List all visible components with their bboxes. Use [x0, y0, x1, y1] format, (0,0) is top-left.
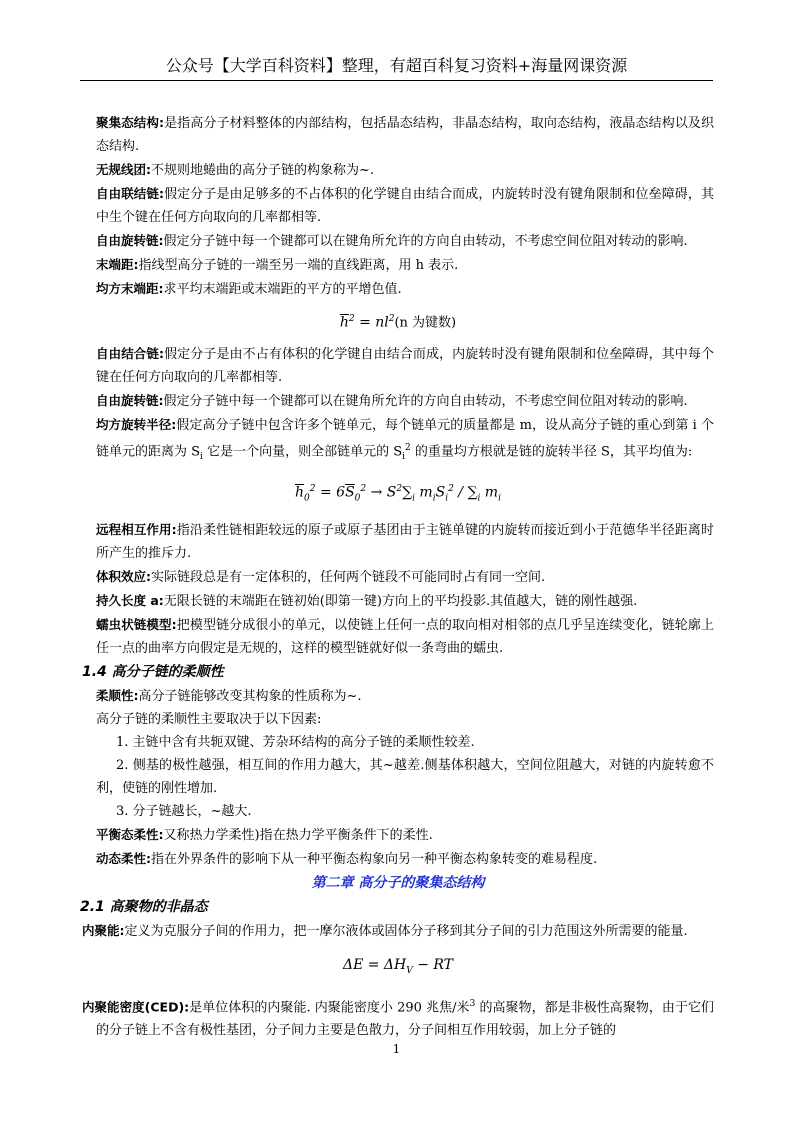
- def-volume-effect: 体积效应:实际链段总是有一定体积的，任何两个链段不可能同时占有同一空间.: [96, 569, 546, 586]
- def-radius-of-gyration: 均方旋转半径:假定高分子链中包含许多个链单元，每个链单元的质量都是 m，设从高分子链的重心到第 i 个链单元的距离为 $S_i$ 它是一个向量，则全部链单元的 $S_i^2$ 的重量均方根就是链的旋转半径 S，其平均值为:: [96, 416, 714, 462]
- def-aggregate-structure: 聚集态结构:是指高分子材料整体的内部结构，包括晶态结构，非晶态结构，取向态结构，液晶态结构以及织态结构.: [96, 115, 714, 154]
- def-long-range-interaction: 远程相互作用:指沿柔性链相距较远的原子或原子基团由于主链单键的内旋转而接近到小于范德华半径距离时所产生的推斥力.: [96, 522, 714, 562]
- def-random-coil: 无规线团:不规则地蜷曲的高分子链的构象称为~.: [96, 162, 375, 178]
- def-freely-rotating-chain-2: 自由旋转链:假定分子链中每一个键都可以在键角所允许的方向自由转动，不考虑空间位阻对转动的影响.: [96, 392, 688, 409]
- def-freely-jointed-chain-2: 自由结合链:假定分子是由不占有体积的化学键自由结合而成，内旋转时没有键角限制和位垒障碍，其中每个键在任何方向取向的几率都相等.: [96, 345, 714, 385]
- def-freely-rotating-chain: 自由旋转链:假定分子链中每一个键都可以在键角所允许的方向自由转动，不考虑空间位阻对转动的影响.: [96, 233, 688, 249]
- chapter-heading: 第二章 高分子的聚集态结构: [311, 875, 485, 892]
- def-cohesive-energy-density: 内聚能密度(CED):是单位体积的内聚能. 内聚能密度小 290 兆焦/米$^3$ 的高聚物，都是非极性高聚物，由于它们的分子链上不含有极性基团，分子间力主要是色散力，分子间相互作用较弱，加上分子链的: [82, 998, 714, 1039]
- flexibility-intro: 高分子链的柔顺性主要取决于以下因素:: [96, 712, 322, 728]
- formula-radius-of-gyration: $\overline{h}_0^2 = 6\overline{S}_0^2 \to S^2\sum_i$ $m_iS_i^2 / \sum_i$ $m_i$: [295, 483, 501, 504]
- def-end-to-end-distance: 末端距:指线型高分子链的一端至另一端的直线距离，用 h 表示.: [96, 257, 459, 273]
- section-heading-2-1: 2.1 高聚物的非晶态: [80, 899, 208, 916]
- formula-mean-square-end-distance: $\overline{h}^2 = nl^2(n$ 为键数): [339, 314, 457, 331]
- def-persistence-length: 持久长度 a:无限长链的末端距在链初始(即第一键)方向上的平均投影.其值越大，链的刚性越强.: [96, 593, 638, 610]
- formula-cohesive-energy: $\Delta E = \Delta H_V$ − RT: [342, 957, 454, 976]
- def-mean-square-end-distance: 均方末端距:求平均末端距或末端距的平方的平增色值.: [96, 281, 402, 297]
- def-equilibrium-flexibility: 平衡态柔性:又称热力学柔性)指在热力学平衡条件下的柔性.: [96, 827, 433, 844]
- def-wormlike-chain: 蠕虫状链模型:把模型链分成很小的单元，以使链上任何一点的取向相对相邻的点几乎呈连续变化，链轮廓上任一点的曲率方向假定是无规的，这样的模型链就好似一条弯曲的蠕虫.: [96, 617, 714, 657]
- def-cohesive-energy: 内聚能:定义为克服分子间的作用力，把一摩尔液体或固体分子移到其分子间的引力范围这外所需要的能量.: [82, 923, 688, 940]
- list-item: 1. 主链中含有共轭双键、芳杂环结构的高分子链的柔顺性较差.: [116, 735, 475, 751]
- def-dynamic-flexibility: 动态柔性:指在外界条件的影响下从一种平衡态构象向另一种平衡态构象转变的难易程度.: [96, 851, 598, 868]
- list-item: 3. 分子链越长，~越大.: [116, 804, 252, 820]
- document-body: [82, 111, 714, 1042]
- def-flexibility: 柔顺性:高分子链能够改变其构象的性质称为~.: [96, 688, 362, 705]
- def-freely-jointed-chain: 自由联结链:假定分子是由足够多的不占体积的化学键自由结合而成，内旋转时没有键角限制和位垒障碍，其中生个键在任何方向取向的几率都相等.: [96, 186, 714, 225]
- section-heading-1-4: 1.4 高分子链的柔顺性: [82, 664, 224, 681]
- page-number: 1: [392, 1042, 401, 1056]
- list-item: 2. 侧基的极性越强，相互间的作用力越大，其~越差.侧基体积越大，空间位阻越大，对链的内旋转愈不利，使链的刚性增加.: [96, 758, 714, 797]
- page-header: 公众号【大学百科资料】整理，有超百科复习资料+海量网课资源: [80, 52, 713, 81]
